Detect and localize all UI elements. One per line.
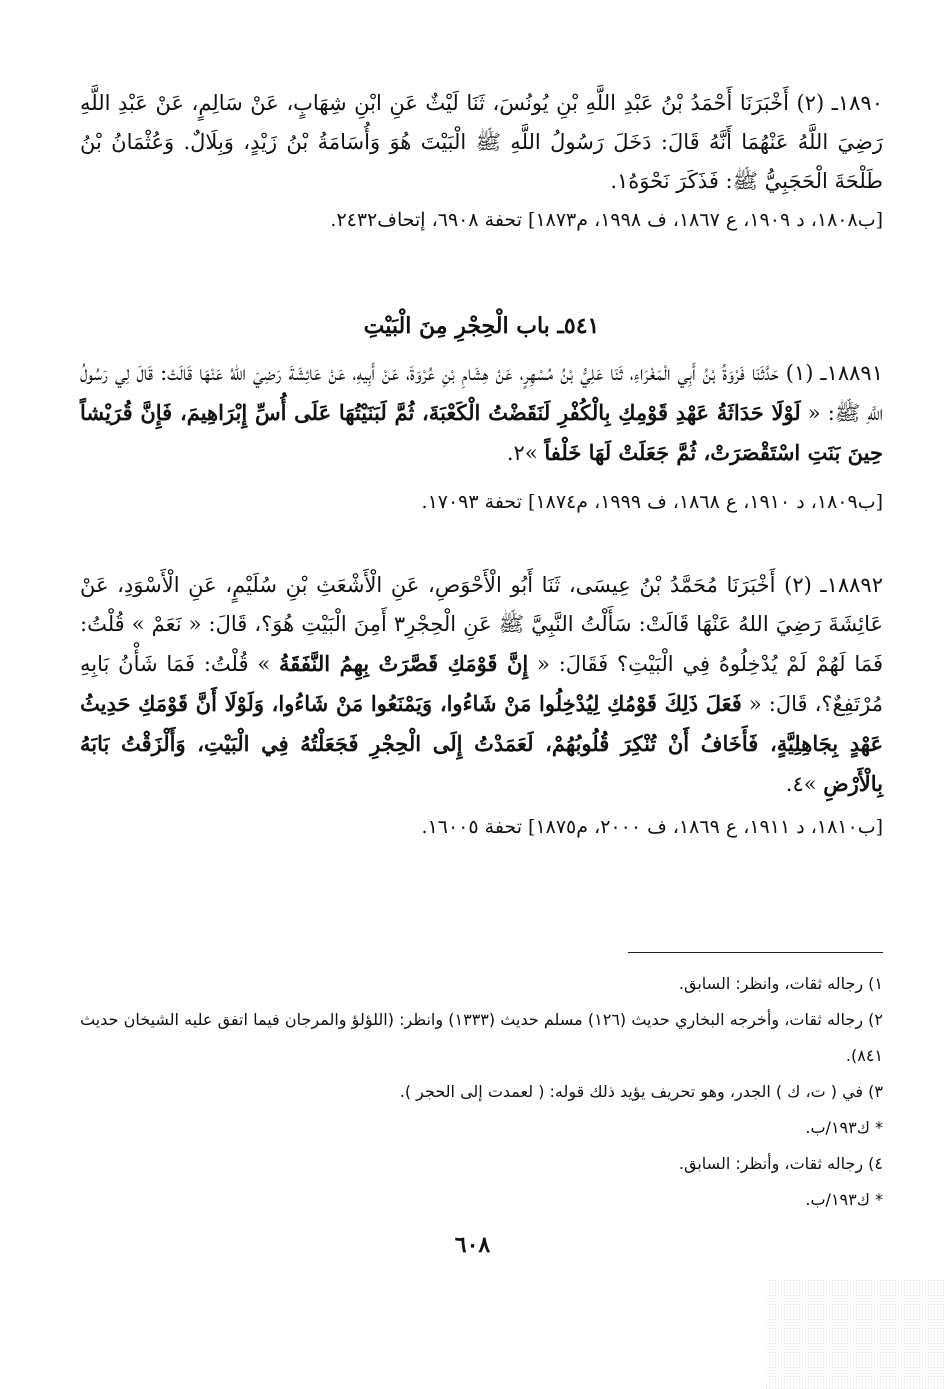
- hadith-1890-reference: [ب١٨٠٨، د ١٩٠٩، ع ١٨٦٧، ف ١٩٩٨، م١٨٧٣] تحفة ٦٩٠٨، إتحاف٢٤٣٢.: [330, 209, 883, 231]
- hadith-1892-reference: [ب١٨١٠، د ١٩١١، ع ١٨٦٩، ف ٢٠٠٠، م١٨٧٥] تحفة ١٦٠٠٥.: [421, 816, 883, 838]
- footnote-3-marker: * ك١٩٣/ب.: [805, 1118, 883, 1137]
- page-number: ٦٠٨: [454, 1232, 491, 1258]
- hadith-1890-text: ١٨٩٠ـ (٢) أَخْبَرَنَا أَحْمَدُ بْنُ عَبْدِ اللَّهِ بْنِ يُونُسَ، ثَنَا لَيْثٌ عَنِ ابْنِ شِهَابٍ، عَنْ سَالِمٍ، عَنْ عَبْدِ اللَّهِ رَضِيَ اللَّهُ عَنْهُمَا أَنَّهُ قَالَ: دَخَلَ رَسُولُ اللَّهِ ﷺ الْبَيْتَ هُوَ وَأُسَامَةُ بْنُ زَيْدٍ، وَبِلَالٌ. وَعُثْمَانُ بْنُ طَلْحَةَ الْحَجَبِيُّ ﷺ: فَذَكَرَ نَحْوَهُ١.: [80, 91, 883, 193]
- hadith-1892-middle: » قُلْتُ: فَمَا شَأْنُ بَابِهِ مُرْتَفِعٌ؟، قَالَ: «: [80, 652, 883, 716]
- scan-texture: [765, 1279, 945, 1389]
- hadith-1892-matn-1: إِنَّ قَوْمَكِ قَصَّرَتْ بِهِمُ النَّفَقَةُ: [279, 651, 529, 676]
- footnotes: [80, 966, 883, 1218]
- hadith-1892-text: [80, 566, 883, 804]
- footnote-1: ١) رجاله ثقات، وانظر: السابق.: [678, 974, 883, 993]
- hadith-1891-reference: [ب١٨٠٩، د ١٩١٠، ع ١٨٦٨، ف ١٩٩٩، م١٨٧٤] تحفة ١٧٠٩٣.: [421, 491, 883, 513]
- hadith-1892-matn-2: فَعَلَ ذَلِكَ قَوْمُكِ لِيُدْخِلُوا مَنْ شَاءُوا، وَيَمْنَعُوا مَنْ شَاءُوا، وَلَوْلَا أَنَّ قَوْمَكِ حَدِيثُ عَهْدٍ بِجَاهِلِيَّةٍ، فَأَخَافُ أَنْ تُنْكِرَ قُلُوبُهُمْ، لَعَمَدْتُ إِلَى الْحِجْرِ فَجَعَلْتُهُ فِي الْبَيْتِ، وَأَلْزَقْتُ بَابَهُ بِالْأَرْضِ: [80, 691, 883, 796]
- footnote-4: ٤) رجاله ثقات، وأنظر: السابق.: [678, 1154, 883, 1173]
- hadith-1892-end: »٤.: [785, 772, 824, 796]
- chapter-heading: ٥٤١ـ باب الْحِجْرِ مِنَ الْبَيْتِ: [363, 313, 600, 339]
- hadith-1892: [80, 566, 883, 842]
- footnote-2: ٢) رجاله ثقات، وأخرجه البخاري حديث (١٢٦) مسلم حديث (١٣٣٣) وانظر: (اللؤلؤ والمرجان فيما اتفق عليه الشيخان حديث ٨٤١).: [80, 1010, 884, 1065]
- hadith-1891-text: [80, 354, 883, 473]
- hadith-1890: [80, 84, 883, 235]
- hadith-1892-isnad: ١٨٨٩٢ـ (٢) أَخْبَرَنَا مُحَمَّدُ بْنُ عِيسَى، ثَنَا أَبُو الْأَحْوَصِ، عَنِ الْأَشْعَثِ بْنِ سُلَيْمٍ، عَنِ الْأَسْوَدِ، عَنْ عَائِشَةَ رَضِيَ اللهُ عَنْهَا قَالَتْ: سَأَلْتُ النَّبِيَّ ﷺ عَنِ الْحِجْرِ٣ أَمِنَ الْبَيْتِ هُوَ؟، قَالَ: « نَعَمْ » قُلْتُ: فَمَا لَهُمْ لَمْ يُدْخِلُوهُ فِي الْبَيْتِ؟ فَقَالَ: «: [80, 573, 883, 676]
- footnote-divider: [628, 952, 883, 953]
- hadith-1891-end: »٢.: [506, 441, 545, 465]
- footnote-4-marker: * ك١٩٣/ب.: [805, 1190, 883, 1209]
- hadith-1891-isnad: ١٨٨٩١ـ (١) حَدَّثَنَا فَرْوَةُ بْنُ أَبِي الْمَغْرَاءِ، ثَنَا عَلِيُّ بْنُ مُسْهِرٍ، عَنْ هِشَامِ بْنِ عُرْوَةَ، عَنْ أَبِيهِ، عَنْ عَائِشَةَ رَضِيَ اللهُ عَنْهَا قَالَتْ: قَالَ لِي رَسُولُ اللَّهِ ﷺ: «: [80, 361, 884, 425]
- footnote-3: ٣) في ( ت، ك ) الجدر، وهو تحريف يؤيد ذلك قوله: ( لعمدت إلى الحجر ).: [399, 1082, 883, 1101]
- hadith-1891: [80, 354, 883, 517]
- hadith-1891-matn: لَوْلَا حَدَاثَةُ عَهْدِ قَوْمِكِ بِالْكُفْرِ لَنَقَضْتُ الْكَعْبَةَ، ثُمَّ لَبَنَيْتُهَا عَلَى أُسِّ إِبْرَاهِيمَ، فَإِنَّ قُرَيْشاً حِينَ بَنَتِ اسْتَقْصَرَتْ، ثُمَّ جَعَلَتْ لَهَا خَلْفاً: [80, 400, 883, 465]
